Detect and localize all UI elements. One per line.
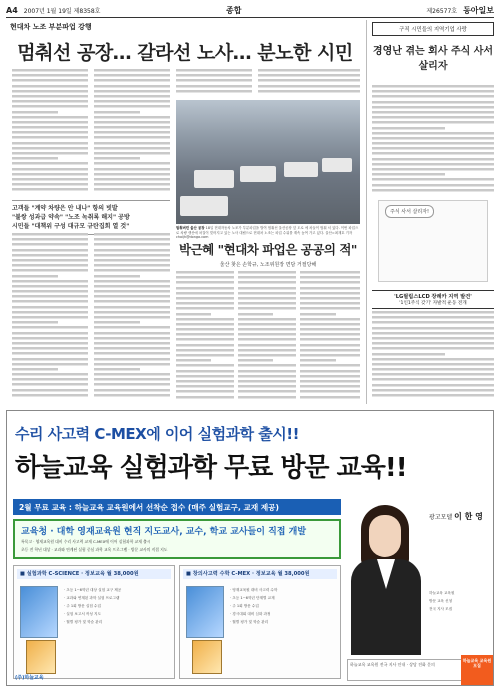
body-column-6 xyxy=(94,232,170,400)
ad-orange-tab: 하늘교육 교육원 모집 xyxy=(461,655,493,685)
pull-quote xyxy=(12,200,170,235)
body-column-3 xyxy=(176,68,252,98)
text-line xyxy=(12,393,88,398)
right-article-kicker: 구직 시민들의 지역기업 사랑 xyxy=(372,22,494,36)
ad-side-line: 방문 교육 신청 xyxy=(429,599,453,603)
ad-product-line: · 교과와 연계된 과학 실험 프로그램 xyxy=(64,596,120,600)
right-body-2 xyxy=(372,310,494,402)
text-line xyxy=(258,89,360,94)
ad-side-line: 전국 지사 모집 xyxy=(429,607,453,611)
advertisement xyxy=(6,410,494,686)
column-divider xyxy=(366,20,367,404)
body-column-7 xyxy=(176,270,234,400)
article-kicker: 현대차 노조 부분파업 강행 xyxy=(10,23,92,31)
issue-date: 2007년 1월 19일 제8358호 xyxy=(23,8,101,15)
ad-product-line: · 월별 평가 및 학습 관리 xyxy=(230,620,269,624)
ad-green-line-1: 특목고 · 영재교육원 대비 수리 사고력 교재 C-MEX에 이어 실험과학 교재 출시 xyxy=(21,539,151,544)
ad-product-line: · 월별 평가 및 학습 관리 xyxy=(64,620,103,624)
ad-logo: (주)하늘교육 xyxy=(15,675,44,681)
ad-footer-box: 하늘교육 교육원 전국 지사 안내 · 상담 전화 문의 xyxy=(347,659,487,681)
photo-caption-text: 18일 현대자동차 노조가 부분파업을 벌여 멈춰선 울산공장 앞 도로 에 차들이 멈춰 서 있다. 이번 파업으로 차량 생산에 차질이 빚어지고 있는 노사 대립으로 현대차 노조는 파업 수위를 계속 높여 가고 있다. 울산=최재호 기자 choijh@donga.com xyxy=(176,226,359,240)
text-line xyxy=(238,395,296,400)
pull-quote-line-3: 시민들 "대책위 구성 대규모 규탄집회 열 것" xyxy=(12,223,130,230)
page-number: A4 xyxy=(6,6,18,15)
ad-title-1: 수리 사고력 C-MEX에 이어 실험과학 출시!! xyxy=(15,425,299,443)
ad-title-2: 하늘교육 실험과학 무료 방문 교육!! xyxy=(15,453,407,483)
ad-green-box-head: 교육청 · 대학 영재교육원 현직 지도교사, 교수, 학교 교사들이 직접 개발 xyxy=(21,527,307,537)
right-info-box xyxy=(372,290,494,309)
body-column-8 xyxy=(238,270,296,400)
ad-product-line: · 초등 1~6학년 대상 실험 교구 제공 xyxy=(64,588,122,592)
illustration-speech-bubble: 주식 사서 살리자! xyxy=(385,205,434,218)
text-line xyxy=(176,395,234,400)
text-line xyxy=(12,187,88,192)
ad-model-role: 광고모델 xyxy=(429,514,453,521)
ad-model-name-text: 이 한 영 xyxy=(454,512,483,521)
ad-product-science xyxy=(13,565,175,679)
ad-blue-bar: 2월 무료 교육 : 하늘교육 교육원에서 선착순 접수 (매주 실험교구, 교재 제공) xyxy=(13,499,341,515)
ad-green-box xyxy=(13,519,341,559)
ad-model-photo xyxy=(347,505,425,655)
ad-product-line: · 경시대회 대비 심화 과정 xyxy=(230,612,271,616)
ad-side-line: 하늘교육 교육원 xyxy=(429,591,455,595)
text-line xyxy=(372,188,494,193)
ad-product-line: · 초등 1~6학년 단계별 교재 xyxy=(230,596,275,600)
ad-green-line-2: 초등 전 학년 대상 · 교과와 연계된 실험 중심 과학 교육 프로그램 · 방문 교사의 직접 지도 xyxy=(21,547,168,552)
ad-product-line: · 주 1회 방문 수업 xyxy=(230,604,259,608)
article-headline: 멈춰선 공장… 갈라선 노사… 분노한 시민 xyxy=(17,42,353,64)
body-column-9 xyxy=(300,270,360,400)
photo-caption-title: 멈춰버린 울산 공장 xyxy=(176,226,205,230)
page-header xyxy=(6,4,494,18)
pull-quote-line-2: "불쌍 성과급 약속" "노조 녹취록 해지" 공방 xyxy=(12,214,130,221)
issue-code: 제26577호 xyxy=(426,8,458,15)
book-cover-icon xyxy=(20,586,58,638)
book-cover-icon xyxy=(186,586,224,638)
sub-deck: 울산 찾은 손학규, 노조위원장 면담 거절당해 xyxy=(219,262,317,268)
right-article-headline: 경영난 겪는 회사 주식 사서 살리자 xyxy=(372,46,494,72)
right-box-sub: '1인1주식 갖기' 자발적 운동 전개 xyxy=(399,301,467,306)
newspaper-brand: 동아일보 xyxy=(463,6,494,15)
text-line xyxy=(176,89,252,94)
ad-product-line: · 실험 보고서 작성 지도 xyxy=(64,612,101,616)
body-column-4 xyxy=(258,68,360,98)
book-cover-icon xyxy=(192,640,222,674)
body-column-5 xyxy=(12,232,88,400)
section-name: 종합 xyxy=(226,6,242,15)
right-body-1 xyxy=(372,84,494,196)
body-column-1 xyxy=(12,68,88,196)
text-line xyxy=(372,393,494,398)
book-cover-icon xyxy=(26,640,56,674)
ad-product-math xyxy=(179,565,341,679)
pull-quote-line-1: 고객들 "계약 차량은 안 내나" 항의 빗발 xyxy=(12,205,118,212)
text-line xyxy=(300,395,360,400)
text-line xyxy=(94,187,170,192)
text-line xyxy=(94,393,170,398)
ad-product-math-title: ■ 창의사고력 수학 C-MEX · 정보교육 월 38,000원 xyxy=(183,569,337,579)
sub-article-head xyxy=(176,240,360,268)
ad-product-line: · 영재교육원 대비 사고력 수학 xyxy=(230,588,278,592)
sub-headline: 박근혜 "현대차 파업은 공공의 적" xyxy=(179,242,357,257)
ad-product-science-title: ■ 실험과학 C-SCIENCE · 정보교육 월 38,000원 xyxy=(17,569,171,579)
body-column-2 xyxy=(94,68,170,196)
factory-photo xyxy=(176,100,360,224)
right-box-title: 'LG필립스LCD 장례카 지역 발견' xyxy=(394,294,472,300)
photo-caption xyxy=(176,226,360,240)
ad-model-name xyxy=(429,511,483,522)
right-illustration xyxy=(378,200,488,282)
ad-product-line: · 주 1회 방문 실험 수업 xyxy=(64,604,101,608)
